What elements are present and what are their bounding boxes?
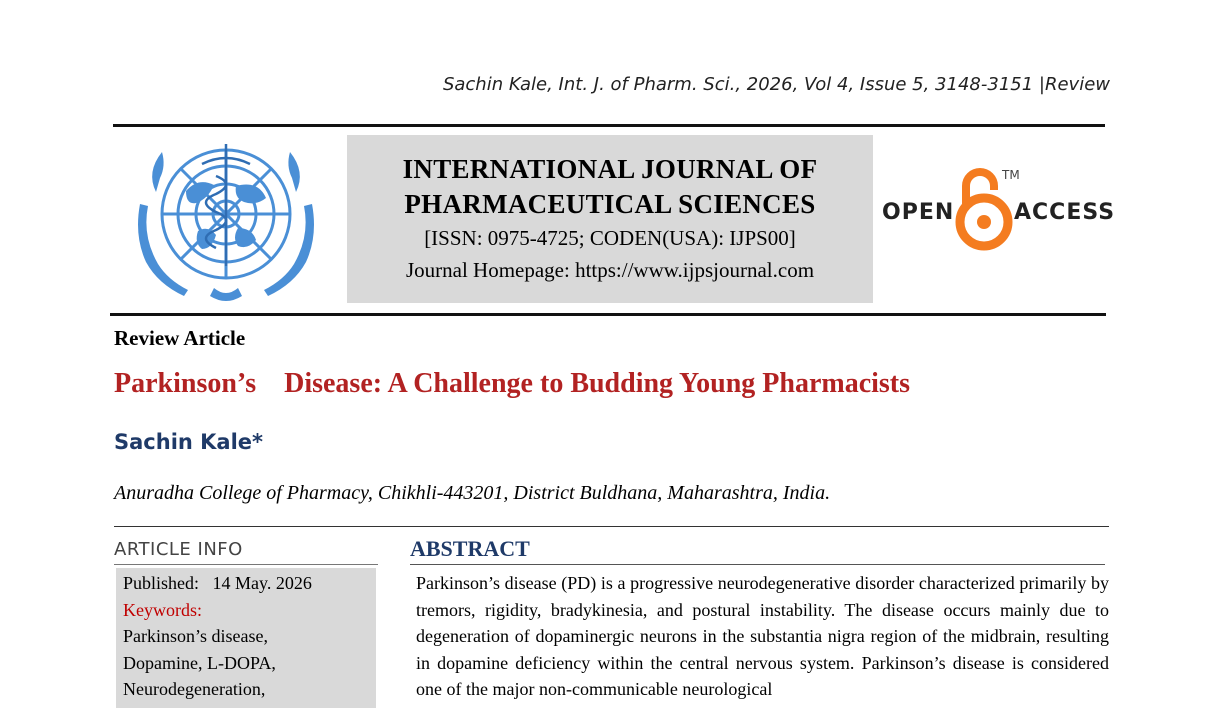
published-row <box>123 570 376 597</box>
abstract-text: Parkinson’s disease (PD) is a progressive neurodegenerative disorder characterized primarily by tremors, rigidity, bradykinesia, and postural instability. The disease occurs mainly due to degeneration of dopaminergic neurons in the substantia nigra region of the midbrain, resulting in dopamine deficiency within the central nervous system. Parkinson’s disease is considered one of the major non-communicable neurological <box>416 573 1109 699</box>
published-date: 14 May. 2026 <box>212 573 312 593</box>
journal-issn: [ISSN: 0975-4725; CODEN(USA): IJPS00] <box>424 226 796 250</box>
author-affiliation: Anuradha College of Pharmacy, Chikhli-443201, District Buldhana, Maharashtra, India. <box>114 482 831 504</box>
citation-header: Sachin Kale, Int. J. of Pharm. Sci., 2026, Vol 4, Issue 5, 3148-3151 |Review <box>442 74 1110 95</box>
abstract-heading: ABSTRACT <box>410 536 530 561</box>
open-access-logo <box>880 164 1116 254</box>
keywords-label: Keywords: <box>123 599 202 620</box>
article-type: Review Article <box>114 326 246 350</box>
keyword-item: Neurodegeneration, <box>123 679 266 699</box>
keyword-item: Parkinson’s disease, <box>123 626 268 646</box>
open-access-access-text: ACCESS <box>1014 200 1116 225</box>
published-label: Published: <box>123 573 200 593</box>
open-access-open-text: OPEN <box>882 200 955 225</box>
journal-masthead <box>347 135 873 303</box>
journal-homepage[interactable]: Journal Homepage: https://www.ijpsjournal.com <box>405 258 815 282</box>
header-rule-bottom <box>110 313 1106 316</box>
header-rule-top <box>113 124 1105 127</box>
article-author[interactable]: Sachin Kale* <box>114 430 264 454</box>
journal-name-line1: INTERNATIONAL JOURNAL OF <box>402 154 818 184</box>
keyword-item: Dopamine, L-DOPA, <box>123 652 276 673</box>
journal-name-line2: PHARMACEUTICAL SCIENCES <box>404 189 816 219</box>
article-info-heading: ARTICLE INFO <box>114 539 243 560</box>
trademark-mark: TM <box>1002 168 1020 182</box>
article-info-box <box>116 568 376 708</box>
un-emblem-logo <box>126 136 326 306</box>
abstract-rule <box>410 564 1105 565</box>
article-title: Parkinson’s Disease: A Challenge to Budding Young Pharmacists <box>114 368 911 399</box>
section-divider <box>114 526 1109 527</box>
article-info-rule <box>114 564 378 565</box>
